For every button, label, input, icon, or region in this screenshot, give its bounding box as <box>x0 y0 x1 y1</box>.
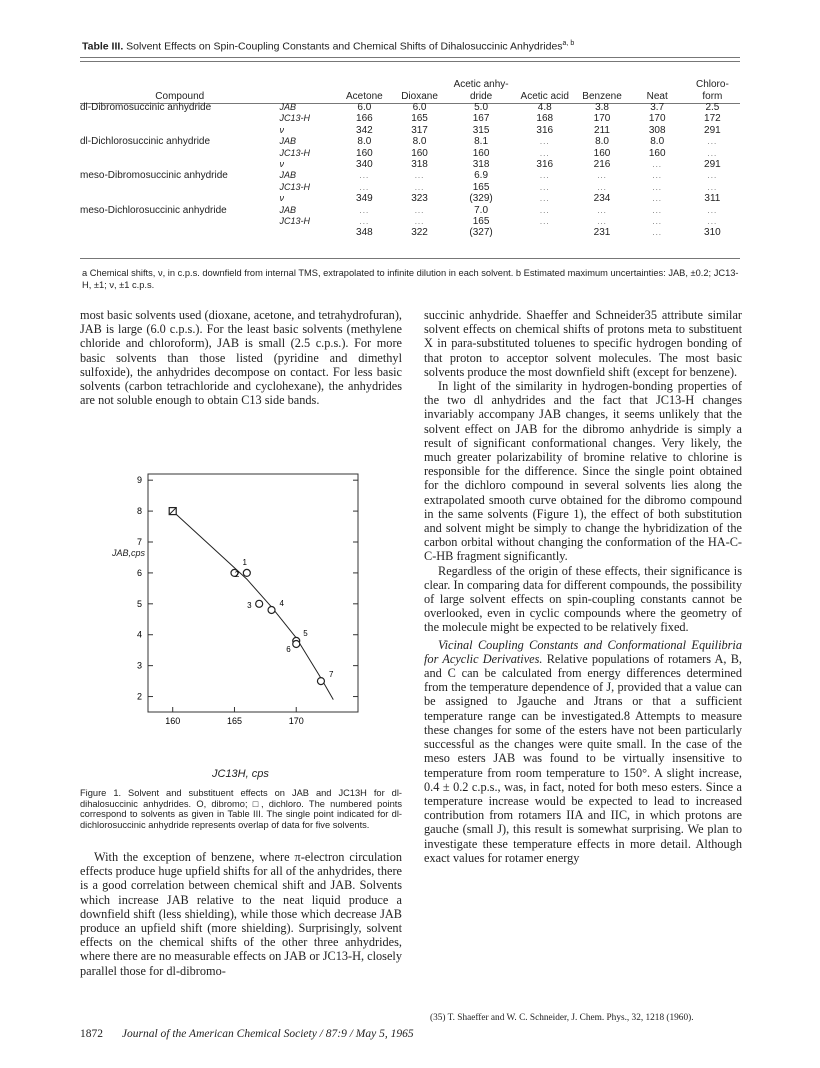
value-cell: 160 <box>593 147 611 159</box>
point-number-label: 3 <box>247 600 252 610</box>
compound-cell: dl-Dichlorosuccinic anhydride <box>80 136 211 148</box>
right-paragraph-3: Regardless of the origin of these effects, their significance is clear. In comparing data for different compounds, the possibility of large solvent effects on spin-coupling constants cannot be overlooked, even in cyclic compounds where the geometry of the molecule might be expected to be relatively fixed. <box>424 563 742 635</box>
chart-y-label: JAB,cps <box>112 548 146 558</box>
value-cell: 231 <box>593 227 611 239</box>
value-cell: 160 <box>472 147 490 159</box>
chart-fit-curve <box>173 511 334 699</box>
chart-x-label: JC13H, cps <box>212 768 269 780</box>
table-row <box>80 216 740 227</box>
value-cell: ... <box>539 217 550 227</box>
point-number-label: 2 <box>234 569 240 579</box>
y-tick-label: 5 <box>136 598 142 609</box>
value-cell: ... <box>414 171 425 181</box>
dibromo-point <box>243 569 250 576</box>
right-column <box>424 308 742 865</box>
value-cell: 166 <box>356 113 373 125</box>
value-cell: 170 <box>648 113 666 125</box>
compound-cell: meso-Dichlorosuccinic anhydride <box>80 204 227 216</box>
param-cell: ν <box>279 193 284 204</box>
value-cell: ... <box>414 217 425 227</box>
value-cell: 316 <box>536 124 554 136</box>
y-tick-label: 8 <box>136 506 142 517</box>
value-cell: 160 <box>648 147 666 159</box>
value-cell: ... <box>359 182 370 192</box>
value-cell: 318 <box>472 159 490 171</box>
compound-cell: dl-Dibromosuccinic anhydride <box>80 102 212 113</box>
value-cell: ... <box>707 182 718 192</box>
value-cell: ... <box>359 171 370 181</box>
value-cell: 160 <box>411 147 428 159</box>
param-cell: JAB <box>279 136 296 147</box>
value-cell: 167 <box>472 113 490 125</box>
value-cell: 8.1 <box>474 136 489 148</box>
value-cell: 234 <box>593 193 611 205</box>
value-cell: 348 <box>356 227 373 239</box>
compound-cell <box>80 216 279 227</box>
table-row <box>80 113 740 124</box>
point-number-label: 6 <box>286 645 291 654</box>
compound-cell <box>80 227 279 238</box>
value-cell: 160 <box>356 147 373 159</box>
y-tick-label: 4 <box>136 629 142 640</box>
value-cell: ... <box>652 194 663 204</box>
value-cell: (329) <box>469 193 493 205</box>
x-tick-label: 170 <box>288 716 304 726</box>
dibromo-point <box>268 607 275 614</box>
value-cell: 311 <box>704 193 721 205</box>
value-cell: 2.5 <box>705 102 720 113</box>
param-cell: ν <box>279 159 284 170</box>
table-top-rule <box>80 57 740 58</box>
figure-1-chart <box>100 462 400 767</box>
value-cell: ... <box>707 217 718 227</box>
value-cell: ... <box>539 205 550 215</box>
value-cell: 216 <box>593 159 611 171</box>
value-cell: 7.0 <box>474 204 489 216</box>
y-tick-label: 2 <box>136 691 142 702</box>
value-cell: ... <box>707 148 718 158</box>
left-paragraph-2: With the exception of benzene, where π-electron circulation effects produce huge upfield shifts for all of the anhydrides, there is a good correlation between chemical shift and JAB. Solvents which increase JAB relative to the neat liquid produce a downfield shift (less shielding), while those which decrease JAB produce an upfield shift (more shielding). Surprisingly, solvent effects on the chemical shifts of the other three anhydrides, where there are no measurable effects on JAB or JC13-H, closely parallel those for dl-dibromo- <box>80 850 402 978</box>
figure-caption: Figure 1. Solvent and substituent effects on JAB and JC13H for dl-dihalosuccinic anhydrides. O, dibromo; □, dichloro. The numbered points correspond to solvents as given in Table III. The single point indicated for dl-dichlorosuccinic anhydride represents overlap of data for five solvents. <box>80 788 402 830</box>
value-cell: 211 <box>594 124 610 136</box>
value-cell: ... <box>359 217 370 227</box>
value-cell: 170 <box>593 113 611 125</box>
value-cell: ... <box>652 171 663 181</box>
value-cell: ... <box>539 194 550 204</box>
table-row <box>80 148 740 159</box>
table-body <box>80 102 740 239</box>
table-row <box>80 102 740 113</box>
right-paragraph-4: Relative populations of rotamers A, B, and C can be calculated from energy differences determined from the temperature dependence of J, provided that a value can be assigned to Jgauche and Jtrans or that a sufficient temperature range can be investigated.8 Attempts to measure these changes for some of the esters have not been particularly successful as the changes were quite small. In the case of the meso esters JAB was found to be virtually insensitive to temperature from room temperature to 150°. A slight increase, 0.4 ± 0.2 c.p.s., was, in fact, noted for both meso esters. Since a temperature increase would be expected to lead to increased contribution from rotamers IIA and IIC, in which protons are gauche (small J), this result is somewhat surprising. We plan to investigate these temperature effects in more detail. Although exact values for rotamer energy <box>424 651 742 865</box>
col-header-acetone: Acetone <box>346 90 383 102</box>
table-row <box>80 125 740 136</box>
value-cell: 168 <box>536 113 554 125</box>
col-header-compound: Compound <box>155 90 205 102</box>
right-paragraph-2: In light of the similarity in hydrogen-bonding properties of the two dl anhydrides and the fact that JC13-H changes invariably accompany JAB changes, it seems unlikely that the solvent effect on JAB for the dibromo anhydride is simply a result of significant conformational changes. Very likely, the much greater polarizability of bromine relative to chlorine is responsible for the difference. Since the single point obtained for the dichloro compound in several solvents lies along the extrapolated smooth curve obtained for the dibromo compound in the same solvents (Figure 1), the effect of both substitution and solvent might be simply to change the hybridization of the carbon orbital without changing the conformation of the HA-C-C-HB fragment significantly. <box>424 379 742 564</box>
param-cell: JAB <box>279 204 296 215</box>
param-cell: JAB <box>279 170 296 181</box>
value-cell: ... <box>597 171 607 181</box>
value-cell: 349 <box>356 193 373 205</box>
value-cell: 291 <box>704 124 721 136</box>
col-header-param <box>279 64 336 102</box>
compound-cell <box>80 148 279 159</box>
point-number-label: 4 <box>279 599 284 608</box>
table-row <box>80 170 740 181</box>
value-cell: ... <box>707 171 718 181</box>
y-tick-label: 7 <box>136 537 142 547</box>
table-label: Table III. <box>82 40 124 53</box>
point-number-label: 1 <box>242 557 247 567</box>
value-cell: ... <box>652 217 663 227</box>
y-tick-label: 9 <box>136 475 142 486</box>
value-cell: 4.8 <box>537 102 552 113</box>
table-title: Solvent Effects on Spin-Coupling Constants and Chemical Shifts of Dihalosuccinic Anhydrides <box>126 40 563 53</box>
value-cell: 316 <box>536 159 554 171</box>
value-cell: 6.9 <box>474 170 489 182</box>
value-cell: 310 <box>704 227 721 239</box>
x-tick-label: 165 <box>226 716 242 726</box>
value-cell: 8.0 <box>412 136 427 148</box>
value-cell: 165 <box>472 216 490 228</box>
table-row <box>80 227 740 238</box>
value-cell: 315 <box>472 124 490 136</box>
value-cell: ... <box>414 182 425 192</box>
table-row <box>80 182 740 193</box>
value-cell: 3.7 <box>650 102 665 113</box>
table-caption <box>82 40 574 53</box>
value-cell: ... <box>597 205 607 215</box>
left-column-bottom <box>80 850 402 978</box>
value-cell: 165 <box>472 181 490 193</box>
fit-line <box>173 511 334 699</box>
value-cell: ... <box>539 182 550 192</box>
journal-citation: Journal of the American Chemical Society / 87:9 / May 5, 1965 <box>121 1028 414 1040</box>
reference-35: (35) T. Shaeffer and W. C. Schneider, J. Chem. Phys., 32, 1218 (1960). <box>430 1013 694 1023</box>
value-cell: 3.8 <box>595 102 609 113</box>
point-number-label: 5 <box>303 628 308 638</box>
compound-cell <box>80 113 279 124</box>
table-row <box>80 136 740 147</box>
value-cell: 323 <box>411 193 428 205</box>
col-header-chloroform: Chloro- form <box>695 79 729 102</box>
param-cell <box>279 227 336 238</box>
value-cell: 6.0 <box>357 102 372 113</box>
right-section-heading: Vicinal Coupling Constants and Conformational Equilibria for Acyclic Derivatives. <box>424 637 742 666</box>
chart-frame <box>148 474 358 712</box>
param-cell: JC13-H <box>279 181 310 192</box>
param-cell: ν <box>279 124 284 135</box>
compound-cell <box>80 125 279 136</box>
dibromo-point <box>293 641 300 648</box>
value-cell: 6.0 <box>412 102 427 113</box>
compound-cell <box>80 159 279 170</box>
compound-cell <box>80 193 279 204</box>
table-footnote: a Chemical shifts, ν, in c.p.s. downfield from internal TMS, extrapolated to infinite dilution in each solvent. b Estimated maximum uncertainties: JAB, ±0.2; JC13-H, ±1; ν, ±1 c.p.s. <box>82 268 739 290</box>
page-footer <box>80 1028 414 1040</box>
value-cell: ... <box>414 205 425 215</box>
table-row <box>80 205 740 216</box>
value-cell: ... <box>539 171 550 181</box>
value-cell: ... <box>652 160 663 170</box>
table-title-sup: a, b <box>562 40 575 47</box>
value-cell: 318 <box>411 159 428 171</box>
value-cell: 165 <box>411 113 428 125</box>
value-cell: ... <box>652 228 663 238</box>
value-cell: ... <box>707 137 718 147</box>
value-cell: ... <box>539 137 550 147</box>
col-header-acetic-anhydride: Acetic anhy- dride <box>453 79 509 102</box>
value-cell: 8.0 <box>650 136 665 148</box>
chart-points <box>169 508 324 685</box>
value-cell: (327) <box>469 227 493 239</box>
col-header-dioxane: Dioxane <box>401 90 438 102</box>
value-cell <box>515 227 574 238</box>
value-cell: ... <box>539 148 550 158</box>
y-tick-label: 3 <box>136 660 142 671</box>
param-cell: JC13-H <box>279 147 310 158</box>
table-row <box>80 193 740 204</box>
value-cell: 291 <box>704 159 721 171</box>
value-cell: ... <box>597 182 607 192</box>
value-cell: 308 <box>648 124 666 136</box>
param-cell: JAB <box>279 102 296 112</box>
dibromo-point <box>256 600 263 607</box>
col-header-acetic-acid: Acetic acid <box>520 90 569 102</box>
right-paragraph-1: succinic anhydride. Shaeffer and Schneider35 attribute similar solvent effects on chemical shifts of protons meta to substituent X in para-substituted toluenes to specific hydrogen bonding of that proton to acceptor solvent molecules. The most basic solvents produce the most downfield shift (except for benzene). <box>424 308 742 379</box>
col-header-benzene: Benzene <box>582 90 622 102</box>
left-paragraph-1: most basic solvents used (dioxane, acetone, and tetrahydrofuran), JAB is large (6.0 c.p.s.). For the least basic solvents (methylene chloride and chloroform), JAB is small (2.5 c.p.s.). For more basic solvents than those listed (pyridine and dimethyl sulfoxide), the anhydrides decompose on contact. For less basic solvents (carbon tetrachloride and cyclohexane), the anhydrides are not soluble enough to obtain C13 side bands. <box>80 308 402 408</box>
value-cell: ... <box>359 205 370 215</box>
value-cell: 317 <box>411 124 428 136</box>
page-number: 1872 <box>80 1028 103 1040</box>
value-cell: ... <box>597 217 607 227</box>
value-cell: ... <box>652 205 663 215</box>
value-cell: 340 <box>356 159 373 171</box>
dibromo-point <box>317 678 324 685</box>
table-top-rule-2 <box>80 61 740 62</box>
table-row <box>80 159 740 170</box>
value-cell: 5.0 <box>474 102 489 113</box>
compound-cell <box>80 182 279 193</box>
x-tick-label: 160 <box>165 716 181 726</box>
chart-point-labels <box>235 558 334 679</box>
compound-cell: meso-Dibromosuccinic anhydride <box>80 170 228 182</box>
data-table <box>80 64 740 239</box>
param-cell: JC13-H <box>279 113 310 124</box>
value-cell: 8.0 <box>595 136 609 148</box>
table-bottom-rule <box>80 258 740 259</box>
value-cell: 322 <box>411 227 428 239</box>
point-number-label: 7 <box>328 670 334 680</box>
value-cell: 342 <box>356 124 373 136</box>
y-tick-label: 6 <box>136 567 142 578</box>
left-column-top <box>80 308 402 407</box>
value-cell: 8.0 <box>357 136 372 148</box>
value-cell: 172 <box>704 113 721 125</box>
param-cell: JC13-H <box>279 216 310 227</box>
value-cell: ... <box>652 182 663 192</box>
value-cell: ... <box>707 205 718 215</box>
col-header-neat: Neat <box>646 90 668 102</box>
